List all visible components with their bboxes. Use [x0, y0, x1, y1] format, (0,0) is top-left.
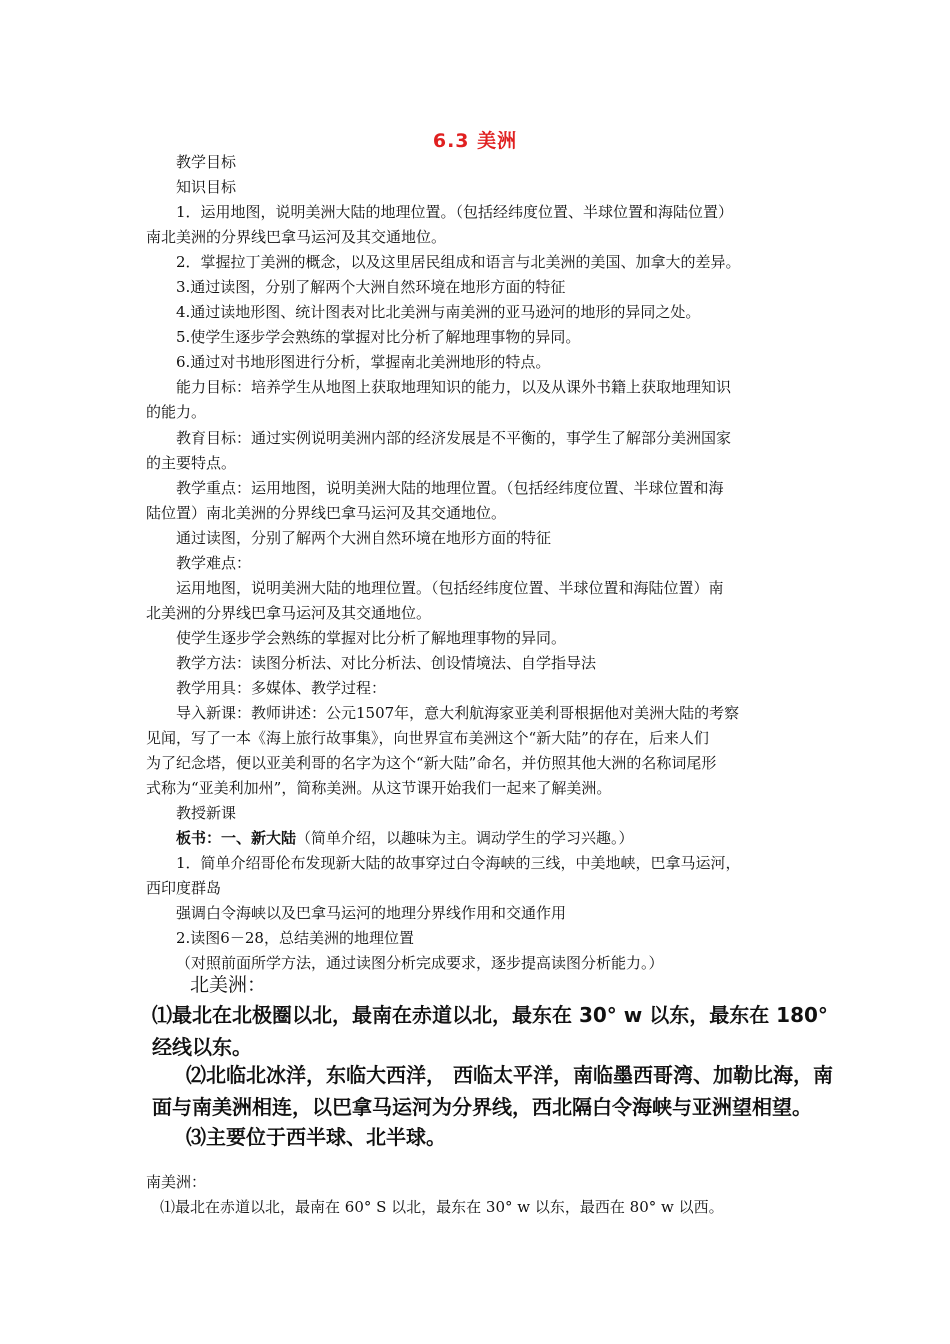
text-line: 见闻，写了一本《海上旅行故事集》，向世界宣布美洲这个“新大陆”的存在，后来人们 [146, 729, 709, 747]
handwritten-line: ⑶主要位于西半球、北半球。 [186, 1125, 446, 1149]
text-line: 的主要特点。 [146, 454, 237, 472]
page-title: 6.3 美洲 [432, 130, 518, 152]
text-line: 的能力。 [146, 403, 207, 421]
south-america-heading: 南美洲： [146, 1173, 207, 1191]
text-line: 教学用具：多媒体、教学过程： [176, 679, 387, 697]
text-line: 南北美洲的分界线巴拿马运河及其交通地位。 [146, 228, 447, 246]
text-line: 2.读图6－28，总结美洲的地理位置 [176, 929, 414, 947]
text-line: 通过读图，分别了解两个大洲自然环境在地形方面的特征 [176, 529, 552, 547]
text-line: 3.通过读图，分别了解两个大洲自然环境在地形方面的特征 [176, 278, 566, 296]
text-line: 6.通过对书地形图进行分析，掌握南北美洲地形的特点。 [176, 353, 551, 371]
handwritten-line: ⑵北临北冰洋，东临大西洋， 西临太平洋，南临墨西哥湾、加勒比海，南 [186, 1063, 833, 1087]
text-line: 教学方法：读图分析法、对比分析法、创设情境法、自学指导法 [176, 654, 597, 672]
text-line: 1．简单介绍哥伦布发现新大陆的故事穿过白令海峡的三线，中美地峡，巴拿马运河， [176, 854, 741, 872]
board-label: 板书：一、新大陆 [176, 829, 297, 847]
board-note: （简单介绍，以趣味为主。调动学生的学习兴趣。） [296, 829, 634, 847]
text-line: （对照前面所学方法，通过读图分析完成要求，逐步提高读图分析能力。） [176, 954, 664, 972]
handwritten-line: 经线以东。 [152, 1035, 252, 1059]
text-line: 教授新课 [176, 804, 237, 822]
text-line: 知识目标 [176, 178, 237, 196]
board-line [176, 828, 836, 848]
text-line: 1．运用地图，说明美洲大陆的地理位置。（包括经纬度位置、半球位置和海陆位置） [176, 203, 734, 221]
handwritten-line: 面与南美洲相连，以巴拿马运河为分界线，西北隔白令海峡与亚洲望相望。 [152, 1095, 812, 1119]
text-line: 教学目标 [176, 153, 237, 171]
text-line: 为了纪念塔，便以亚美利哥的名字为这个“新大陆”命名，并仿照其他大洲的名称词尾形 [146, 754, 717, 772]
text-line: 式称为“亚美利加州”，简称美洲。从这节课开始我们一起来了解美洲。 [146, 779, 612, 797]
handwritten-line: ⑴最北在北极圈以北，最南在赤道以北，最东在 30° w 以东，最东在 180° [152, 1003, 828, 1027]
text-line: 教学重点：运用地图，说明美洲大陆的地理位置。（包括经纬度位置、半球位置和海 [176, 479, 724, 497]
text-line: 4.通过读地形图、统计图表对比北美洲与南美洲的亚马逊河的地形的异同之处。 [176, 303, 701, 321]
text-line: 强调白令海峡以及巴拿马运河的地理分界线作用和交通作用 [176, 904, 567, 922]
text-line: 导入新课：教师讲述：公元1507年，意大利航海家亚美利哥根据他对美洲大陆的考察 [176, 704, 740, 722]
text-line: 运用地图，说明美洲大陆的地理位置。（包括经纬度位置、半球位置和海陆位置）南 [176, 579, 724, 597]
text-line: 使学生逐步学会熟练的掌握对比分析了解地理事物的异同。 [176, 629, 567, 647]
text-line: 教育目标：通过实例说明美洲内部的经济发展是不平衡的，事学生了解部分美洲国家 [176, 429, 732, 447]
text-line: ⑴最北在赤道以北，最南在 60° S 以北，最东在 30° w 以东，最西在 80° w 以西。 [160, 1198, 724, 1216]
north-america-heading: 北美洲： [190, 974, 267, 996]
text-line: 陆位置）南北美洲的分界线巴拿马运河及其交通地位。 [146, 504, 507, 522]
text-line: 2．掌握拉丁美洲的概念，以及这里居民组成和语言与北美洲的美国、加拿大的差异。 [176, 253, 741, 271]
text-line: 5.使学生逐步学会熟练的掌握对比分析了解地理事物的异同。 [176, 328, 581, 346]
text-line: 西印度群岛 [146, 879, 222, 897]
text-line: 教学难点： [176, 554, 252, 572]
text-line: 北美洲的分界线巴拿马运河及其交通地位。 [146, 604, 432, 622]
text-line: 能力目标：培养学生从地图上获取地理知识的能力，以及从课外书籍上获取地理知识 [176, 378, 732, 396]
